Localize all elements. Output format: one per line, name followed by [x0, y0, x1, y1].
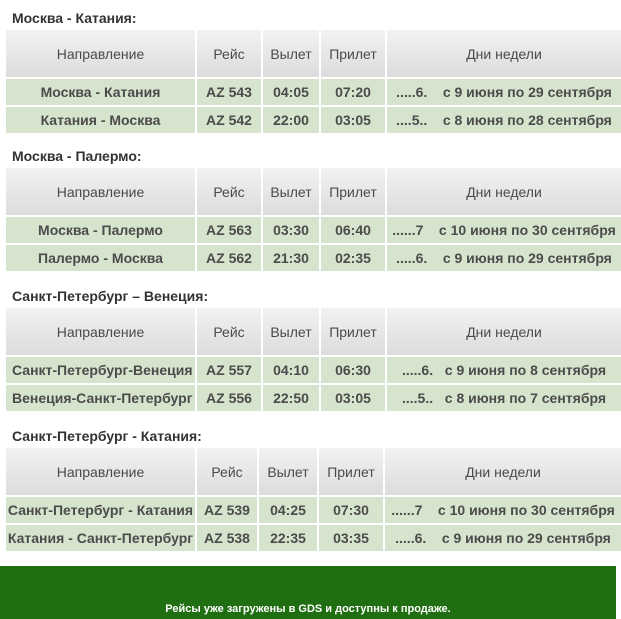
cell-direction: Москва - Палермо: [6, 216, 196, 244]
header-flight: Рейс: [196, 308, 262, 356]
header-direction: Направление: [6, 308, 196, 356]
footer-text: Рейсы уже загружены в GDS и доступны к продаже.: [165, 603, 451, 615]
section-title: Санкт-Петербург – Венеция:: [12, 288, 209, 304]
cell-days: .....6. с 9 июня по 29 сентября: [384, 524, 621, 552]
header-days: Дни недели: [384, 448, 621, 496]
cell-departure: 22:35: [258, 524, 318, 552]
header-flight: Рейс: [196, 448, 258, 496]
schedule-table: [6, 308, 621, 413]
cell-departure: 04:25: [258, 496, 318, 524]
cell-departure: 22:50: [262, 384, 320, 412]
cell-arrival: 02:35: [320, 244, 386, 272]
cell-flight: AZ 539: [196, 496, 258, 524]
cell-flight: AZ 543: [196, 78, 262, 106]
cell-days: .....6. с 9 июня по 8 сентября: [386, 356, 621, 384]
section-title: Москва - Палермо:: [12, 148, 142, 164]
cell-direction: Санкт-Петербург - Катания: [6, 496, 196, 524]
schedule-table: [6, 168, 621, 273]
cell-departure: 04:10: [262, 356, 320, 384]
cell-days: .....6. с 9 июня по 29 сентября: [386, 78, 621, 106]
cell-departure: 03:30: [262, 216, 320, 244]
cell-arrival: 06:30: [320, 356, 386, 384]
header-direction: Направление: [6, 30, 196, 78]
table-header-row: [6, 448, 621, 496]
table-header-row: [6, 308, 621, 356]
section-moscow-catania: [6, 10, 621, 135]
header-flight: Рейс: [196, 30, 262, 78]
schedule-table: [6, 30, 621, 135]
cell-flight: AZ 542: [196, 106, 262, 134]
cell-departure: 21:30: [262, 244, 320, 272]
section-spb-venice: [6, 288, 621, 413]
cell-days: .....6. с 9 июня по 29 сентября: [386, 244, 621, 272]
table-row: [6, 216, 621, 244]
header-departure: Вылет: [262, 308, 320, 356]
cell-arrival: 03:05: [320, 384, 386, 412]
cell-days: ....5.. с 8 июня по 7 сентября: [386, 384, 621, 412]
section-title: Москва - Катания:: [12, 10, 137, 26]
header-arrival: Прилет: [320, 308, 386, 356]
cell-departure: 04:05: [262, 78, 320, 106]
table-row: [6, 356, 621, 384]
section-spb-catania: [6, 428, 621, 553]
cell-arrival: 07:30: [318, 496, 384, 524]
cell-direction: Катания - Санкт-Петербург: [6, 524, 196, 552]
table-row: [6, 384, 621, 412]
cell-direction: Палермо - Москва: [6, 244, 196, 272]
cell-arrival: 03:05: [320, 106, 386, 134]
header-departure: Вылет: [258, 448, 318, 496]
table-header-row: [6, 30, 621, 78]
cell-arrival: 07:20: [320, 78, 386, 106]
header-arrival: Прилет: [320, 30, 386, 78]
header-days: Дни недели: [386, 168, 621, 216]
cell-days: ......7 с 10 июня по 30 сентября: [384, 496, 621, 524]
schedule-table: [6, 448, 621, 553]
cell-flight: AZ 556: [196, 384, 262, 412]
table-row: [6, 244, 621, 272]
cell-arrival: 03:35: [318, 524, 384, 552]
cell-days: ....5.. с 8 июня по 28 сентября: [386, 106, 621, 134]
cell-direction: Санкт-Петербург-Венеция: [6, 356, 196, 384]
cell-direction: Катания - Москва: [6, 106, 196, 134]
cell-departure: 22:00: [262, 106, 320, 134]
header-departure: Вылет: [262, 30, 320, 78]
header-arrival: Прилет: [318, 448, 384, 496]
section-moscow-palermo: [6, 148, 621, 273]
section-title: Санкт-Петербург - Катания:: [12, 428, 202, 444]
header-days: Дни недели: [386, 308, 621, 356]
table-row: [6, 106, 621, 134]
table-row: [6, 496, 621, 524]
header-arrival: Прилет: [320, 168, 386, 216]
table-header-row: [6, 168, 621, 216]
header-direction: Направление: [6, 168, 196, 216]
cell-days: ......7 с 10 июня по 30 сентября: [386, 216, 621, 244]
header-direction: Направление: [6, 448, 196, 496]
cell-flight: AZ 562: [196, 244, 262, 272]
cell-arrival: 06:40: [320, 216, 386, 244]
cell-flight: AZ 563: [196, 216, 262, 244]
cell-flight: AZ 538: [196, 524, 258, 552]
table-row: [6, 78, 621, 106]
header-days: Дни недели: [386, 30, 621, 78]
footer-banner: [0, 566, 616, 619]
cell-direction: Венеция-Санкт-Петербург: [6, 384, 196, 412]
cell-direction: Москва - Катания: [6, 78, 196, 106]
cell-flight: AZ 557: [196, 356, 262, 384]
header-departure: Вылет: [262, 168, 320, 216]
table-row: [6, 524, 621, 552]
header-flight: Рейс: [196, 168, 262, 216]
